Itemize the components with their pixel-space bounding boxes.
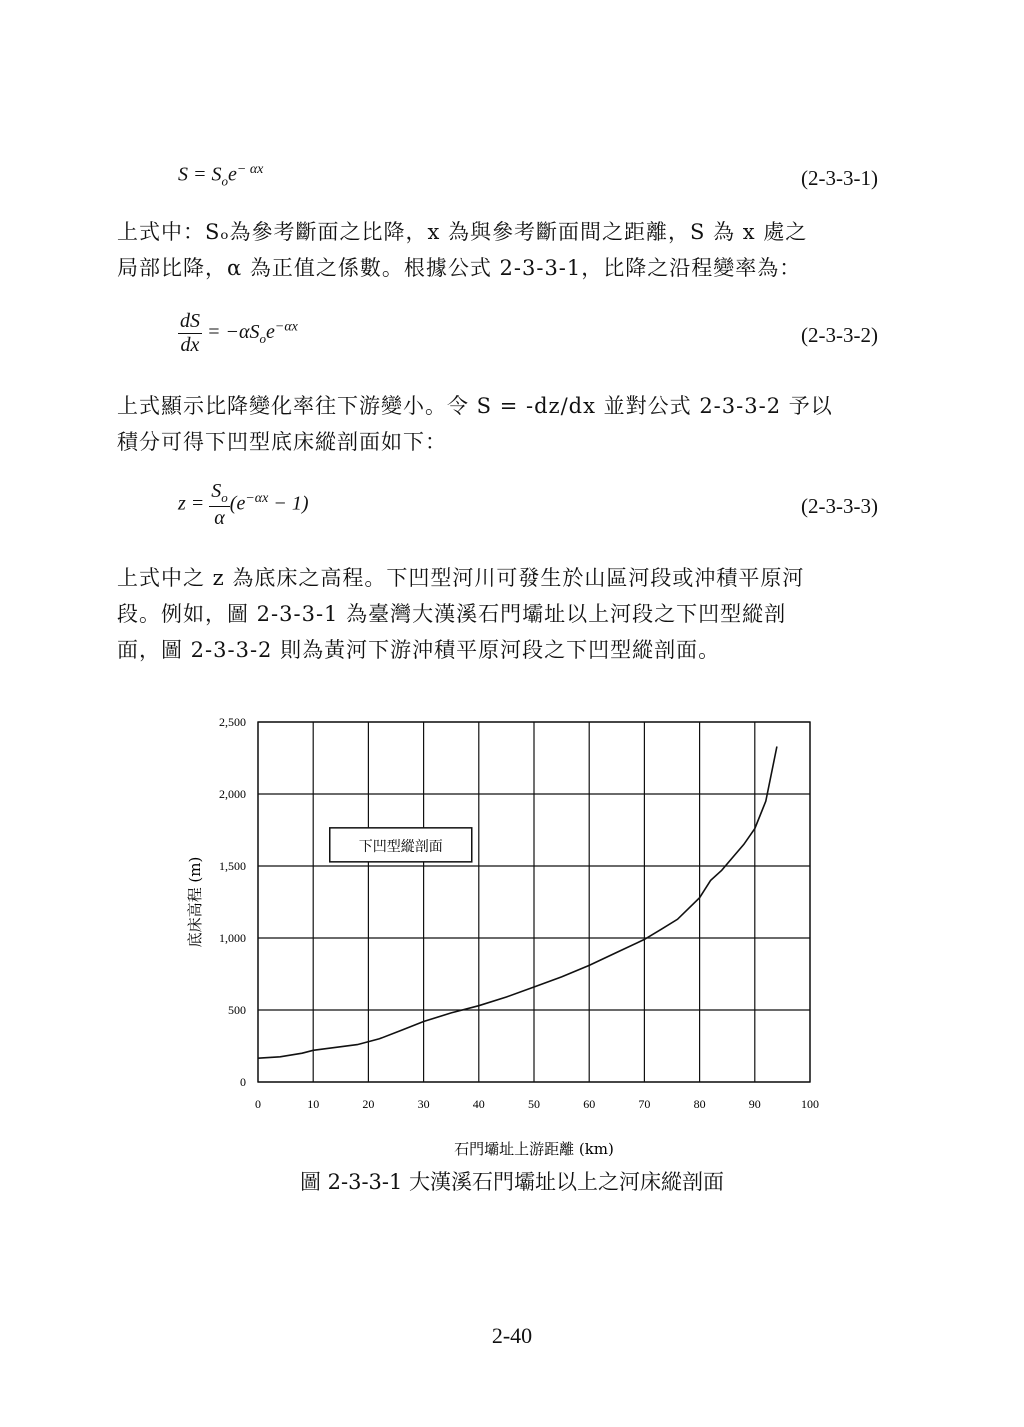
eq2-e: e (266, 321, 275, 344)
x-tick-label: 90 (748, 1097, 761, 1111)
paragraph-3-line-1: 上式中之 z 為底床之高程。下凹型河川可發生於山區河段或沖積平原河 (117, 566, 805, 590)
equation-2 (178, 310, 298, 357)
y-tick-label: 1,000 (219, 931, 246, 945)
eq1-exp: − αx (236, 162, 264, 177)
paragraph-2 (117, 388, 887, 460)
eq3-denominator: α (214, 507, 225, 529)
equation-2-number: (2-3-3-2) (801, 323, 878, 347)
y-tick-label: 1,500 (219, 859, 246, 873)
x-axis-label: 石門壩址上游距離 (km) (454, 1140, 614, 1156)
page-number: 2-40 (491, 1323, 533, 1348)
x-tick-label: 30 (417, 1097, 430, 1111)
equation-3-number: (2-3-3-3) (801, 494, 878, 518)
paragraph-2-line-2: 積分可得下凹型底床縱剖面如下： (117, 430, 447, 454)
legend-label: 下凹型縱剖面 (358, 838, 443, 855)
equation-1-number: (2-3-3-1) (801, 166, 878, 190)
y-tick-label: 2,000 (219, 787, 246, 801)
eq1-e: e (228, 163, 237, 186)
x-tick-label: 60 (583, 1097, 596, 1111)
eq3-num-s: S (211, 480, 222, 502)
elevation-profile-chart (170, 706, 850, 1156)
eq3-exp: −αx (245, 490, 269, 506)
paragraph-1 (117, 214, 887, 286)
eq2-sub: o (259, 331, 266, 347)
eq3-lhs: z = (178, 492, 205, 515)
y-tick-label: 500 (228, 1003, 246, 1017)
eq3-rhs-open: (e (229, 492, 246, 515)
figure-caption: 圖 2-3-3-1 大漢溪石門壩址以上之河床縱剖面 (299, 1170, 725, 1194)
eq3-numerator (209, 480, 230, 507)
equation-3 (178, 480, 309, 530)
x-tick-label: 50 (528, 1097, 540, 1111)
y-tick-label: 0 (240, 1075, 246, 1089)
eq3-fraction (209, 480, 230, 530)
eq2-rhs: = −αS (207, 321, 260, 344)
paragraph-1-line-1: 上式中：Sₒ為參考斷面之比降，x 為與參考斷面間之距離，S 為 x 處之 (117, 220, 808, 244)
eq2-exp: −αx (274, 319, 298, 335)
x-tick-label: 70 (638, 1097, 651, 1111)
eq2-numerator: dS (180, 310, 200, 332)
x-tick-label: 100 (801, 1097, 819, 1111)
x-tick-label: 0 (255, 1097, 261, 1111)
eq1-sub: o (221, 173, 228, 189)
paragraph-1-line-2: 局部比降，α 為正值之係數。根據公式 2-3-3-1，比降之沿程變率為： (117, 256, 802, 280)
x-tick-label: 20 (362, 1097, 375, 1111)
y-axis-label: 底床高程 (m) (186, 856, 204, 948)
paragraph-2-line-1: 上式顯示比降變化率往下游變小。令 S = -dz/dx 並對公式 2-3-3-2 予以 (117, 394, 833, 418)
paragraph-3-line-2: 段。例如，圖 2-3-3-1 為臺灣大漢溪石門壩址以上河段之下凹型縱剖 (117, 602, 787, 626)
eq3-rhs-close: − 1) (268, 492, 309, 515)
eq1-lhs: S = S (178, 163, 222, 186)
eq2-denominator: dx (180, 334, 200, 356)
paragraph-3 (117, 560, 887, 668)
equation-1 (178, 162, 263, 190)
x-tick-label: 40 (472, 1097, 485, 1111)
x-tick-label: 10 (307, 1097, 320, 1111)
eq3-num-sub: o (221, 490, 228, 505)
x-tick-label: 80 (693, 1097, 706, 1111)
y-tick-label: 2,500 (219, 715, 246, 729)
paragraph-3-line-3: 面，圖 2-3-3-2 則為黃河下游沖積平原河段之下凹型縱剖面。 (117, 638, 721, 662)
eq2-fraction (178, 310, 202, 357)
